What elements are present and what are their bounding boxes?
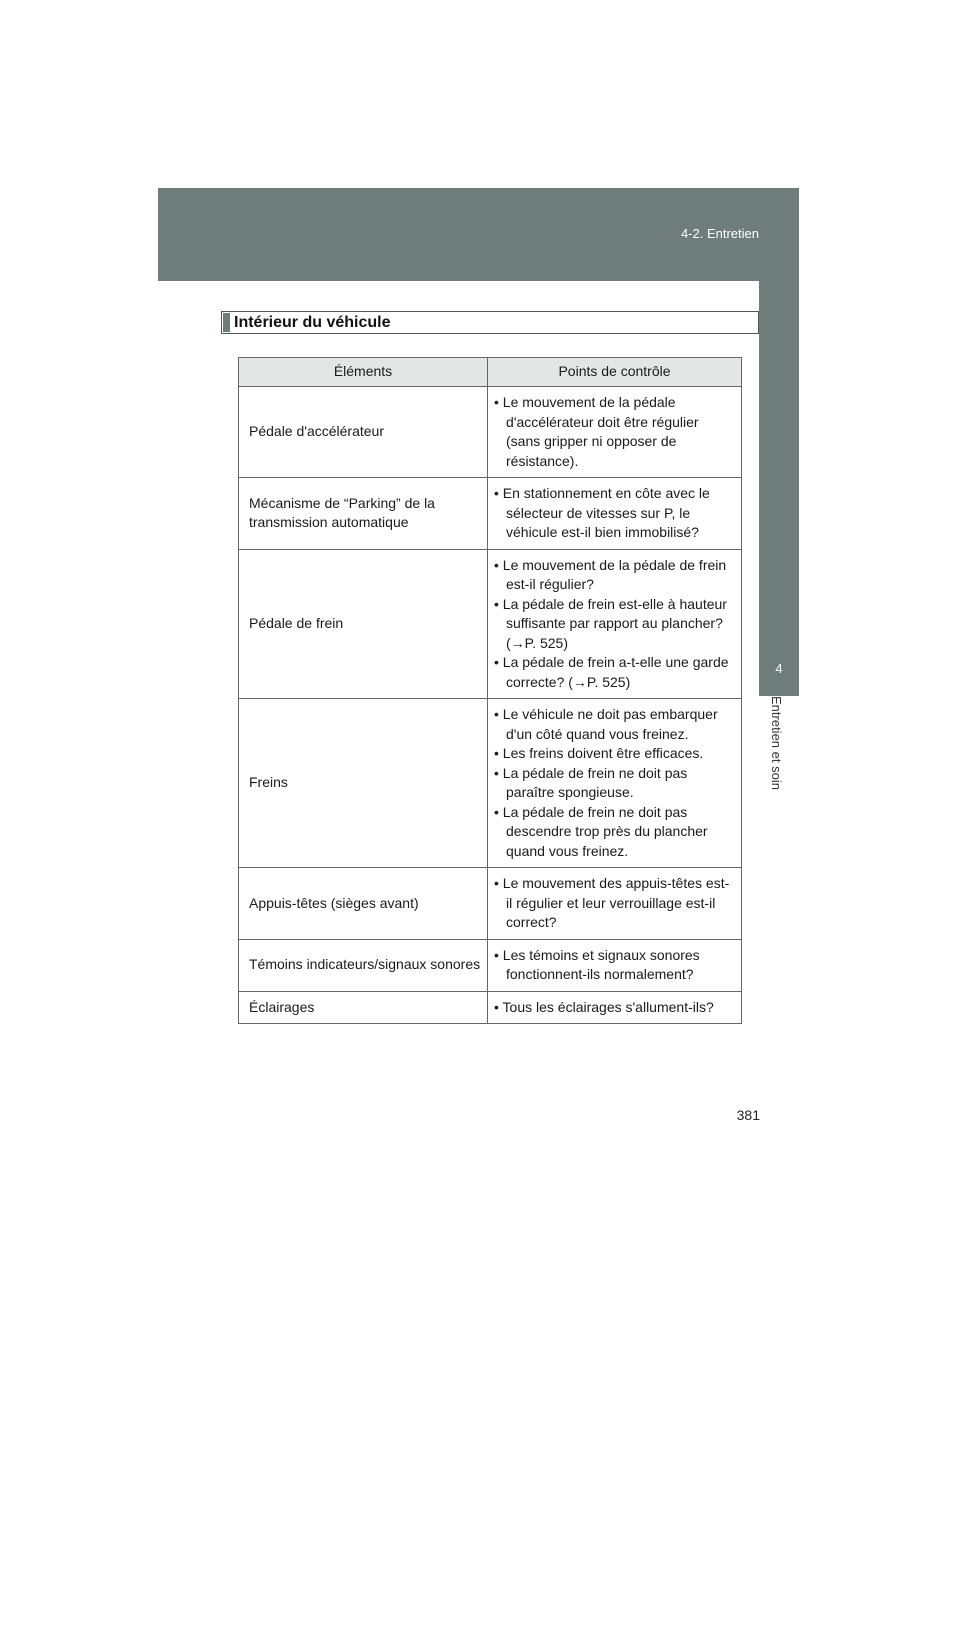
- table-row: [239, 387, 742, 478]
- inspection-table: [238, 357, 742, 1024]
- check-point: • La pédale de frein ne doit pas descendre trop près du plancher quand vous freinez.: [494, 803, 735, 862]
- row-item: Témoins indicateurs/signaux sonores: [239, 939, 488, 991]
- row-check-points: [488, 549, 742, 699]
- table-row: [239, 991, 742, 1024]
- check-point: • Tous les éclairages s'allument-ils?: [494, 998, 735, 1018]
- row-check-points: [488, 868, 742, 940]
- check-point: • En stationnement en côte avec le sélecteur de vitesses sur P, le véhicule est-il bien immobilisé?: [494, 484, 735, 543]
- chapter-side-tab: [759, 281, 799, 1639]
- section-label: 4-2. Entretien: [680, 226, 759, 241]
- row-check-points: [488, 699, 742, 868]
- row-check-points: [488, 478, 742, 550]
- check-point: • Le mouvement de la pédale de frein est-il régulier?: [494, 556, 735, 595]
- check-point: • Le mouvement des appuis-têtes est-il régulier et leur verrouillage est-il correct?: [494, 874, 735, 933]
- row-item: Éclairages: [239, 991, 488, 1024]
- row-item: Pédale de frein: [239, 549, 488, 699]
- page-number: 381: [736, 1107, 760, 1123]
- chapter-number: 4: [775, 661, 783, 676]
- table-row: [239, 699, 742, 868]
- section-title-box: [221, 311, 759, 334]
- column-header-points: Points de contrôle: [488, 358, 742, 387]
- header-band: [158, 188, 799, 281]
- row-check-points: [488, 387, 742, 478]
- chapter-title: Entretien et soin: [769, 696, 784, 790]
- row-item: Appuis-têtes (sièges avant): [239, 868, 488, 940]
- check-point: • Les freins doivent être efficaces.: [494, 744, 735, 764]
- check-point: • Le mouvement de la pédale d'accélérateur doit être régulier (sans gripper ni opposer de résistance).: [494, 393, 735, 471]
- row-item: Mécanisme de “Parking” de la transmission automatique: [239, 478, 488, 550]
- table-row: [239, 868, 742, 940]
- check-point: • Les témoins et signaux sonores fonctionnent-ils normalement?: [494, 946, 735, 985]
- check-point: • Le véhicule ne doit pas embarquer d'un côté quand vous freinez.: [494, 705, 735, 744]
- row-check-points: [488, 939, 742, 991]
- row-check-points: [488, 991, 742, 1024]
- check-point: • La pédale de frein a-t-elle une garde correcte? (→P. 525): [494, 653, 735, 692]
- table-row: [239, 549, 742, 699]
- section-title: Intérieur du véhicule: [234, 314, 391, 331]
- table-row: [239, 478, 742, 550]
- row-item: Pédale d'accélérateur: [239, 387, 488, 478]
- check-point: • La pédale de frein est-elle à hauteur suffisante par rapport au plancher? (→P. 525): [494, 595, 735, 654]
- row-item: Freins: [239, 699, 488, 868]
- table-body: [239, 387, 742, 1024]
- column-header-items: Éléments: [239, 358, 488, 387]
- title-accent-bar: [223, 313, 230, 332]
- table-row: [239, 939, 742, 991]
- check-point: • La pédale de frein ne doit pas paraître spongieuse.: [494, 764, 735, 803]
- chapter-number-box: [759, 281, 799, 696]
- table-header-row: [239, 358, 742, 387]
